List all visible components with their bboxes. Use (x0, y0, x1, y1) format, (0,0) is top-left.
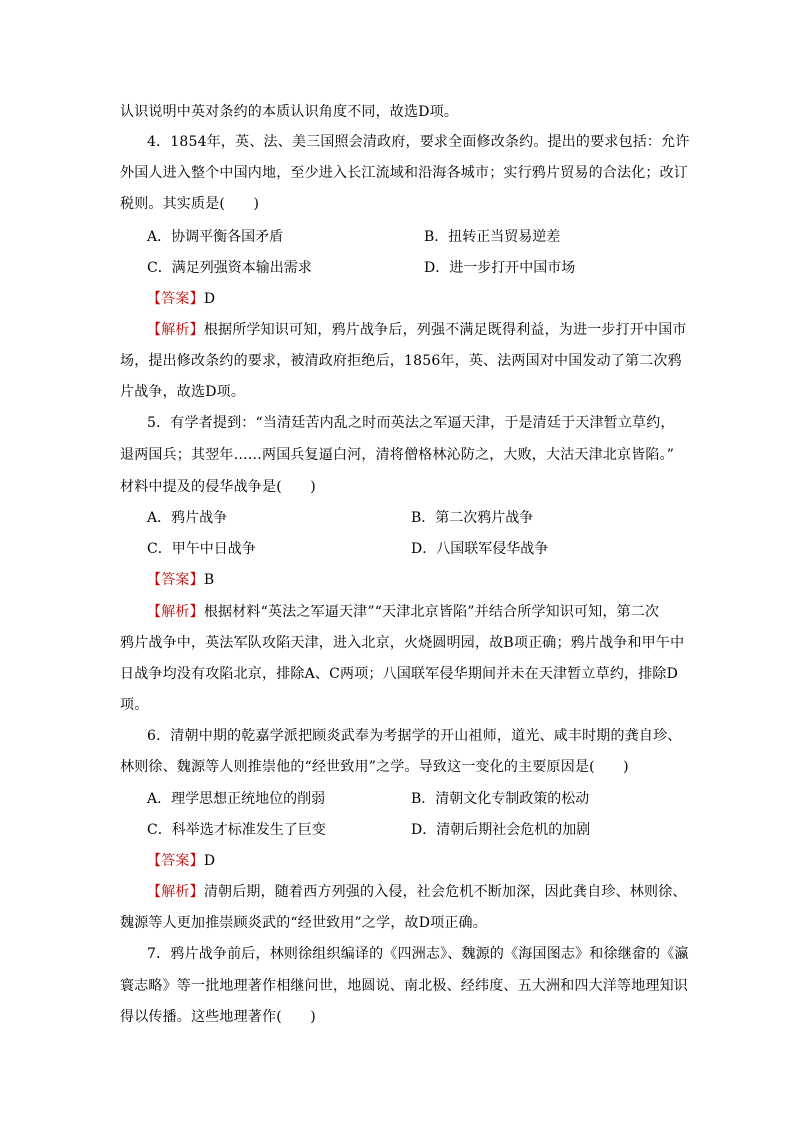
q4-analysis-line-2: 场，提出修改条约的要求，被清政府拒绝后，1856年，英、法两国对中国发动了第二次鸦 (120, 353, 682, 369)
answer-tag: 【答案】 (147, 291, 204, 307)
q5-analysis-line-4: 项。 (120, 697, 149, 713)
q6-answer (147, 852, 215, 870)
q5-stem-line-2: 退两国兵；其翌年……两国兵复逼白河，清将僧格林沁防之，大败，大沽天津北京皆陷。” (120, 447, 675, 463)
q6-analysis-line-1 (147, 883, 687, 901)
q4-stem-line-2: 外国人进入整个中国内地，至少进入长江流域和沿海各城市；实行鸦片贸易的合法化；改订 (120, 165, 688, 181)
analysis-text: 清朝后期，随着西方列强的入侵，社会危机不断加深，因此龚自珍、林则徐、 (203, 884, 687, 900)
q4-answer (147, 290, 215, 308)
q6-option-b: B．清朝文化专制政策的松动 (411, 791, 590, 807)
q5-answer (147, 571, 214, 589)
q6-option-a: A．理学思想正统地位的削弱 (147, 791, 326, 807)
q4-stem-line-1: 4．1854年，英、法、美三国照会清政府，要求全面修改条约。提出的要求包括：允许 (147, 134, 690, 150)
q5-option-d: D．八国联军侵华战争 (411, 541, 549, 557)
q4-analysis-line-1 (147, 321, 687, 339)
q7-stem-line-2: 寰志略》等一批地理著作相继问世，地圆说、南北极、经纬度、五大洲和四大洋等地理知识 (120, 978, 688, 994)
q5-option-a: A．鸦片战争 (147, 510, 228, 526)
answer-value: B (203, 572, 215, 588)
q4-option-b: B．扭转正当贸易逆差 (424, 229, 561, 245)
answer-value: D (203, 853, 216, 869)
q4-option-c: C．满足列强资本输出需求 (147, 260, 312, 276)
q4-option-a: A．协调平衡各国矛盾 (147, 229, 284, 245)
q6-stem-line-2: 林则徐、魏源等人则推崇他的“经世致用”之学。导致这一变化的主要原因是( ) (120, 759, 629, 775)
analysis-text: 根据材料“英法之军逼天津”“天津北京皆陷”并结合所学知识可知，第二次 (203, 604, 660, 620)
q5-analysis-line-1 (147, 603, 659, 621)
q4-analysis-line-3: 片战争，故选D项。 (120, 384, 246, 400)
analysis-tag: 【解析】 (147, 884, 204, 900)
q6-option-d: D．清朝后期社会危机的加剧 (411, 822, 591, 838)
q5-stem-line-1: 5．有学者提到：“当清廷苦内乱之时而英法之军逼天津，于是清廷于天津暂立草约， (147, 415, 675, 431)
analysis-tag: 【解析】 (147, 322, 204, 338)
answer-tag: 【答案】 (147, 572, 204, 588)
q4-option-d: D．进一步打开中国市场 (424, 260, 576, 276)
q5-analysis-line-2: 鸦片战争中，英法军队攻陷天津，进入北京，火烧圆明园，故B项正确；鸦片战争和甲午中 (120, 635, 685, 651)
answer-value: D (203, 291, 216, 307)
q6-stem-line-1: 6．清朝中期的乾嘉学派把顾炎武奉为考据学的开山祖师，道光、咸丰时期的龚自珍、 (147, 728, 682, 744)
carryover-line: 认识说明中英对条约的本质认识角度不同，故选D项。 (120, 104, 459, 120)
q5-option-b: B．第二次鸦片战争 (411, 510, 534, 526)
q7-stem-line-3: 得以传播。这些地理著作( ) (120, 1009, 316, 1025)
q6-analysis-line-2: 魏源等人更加推崇顾炎武的“经世致用”之学，故D项正确。 (120, 915, 487, 931)
q7-stem-line-1: 7．鸦片战争前后，林则徐组织编译的《四洲志》、魏源的《海国图志》和徐继畲的《瀛 (147, 946, 689, 962)
q5-analysis-line-3: 日战争均没有攻陷北京，排除A、C两项；八国联军侵华期间并未在天津暂立草约，排除D (120, 666, 679, 682)
answer-tag: 【答案】 (147, 853, 204, 869)
q4-stem-line-3: 税则。其实质是( ) (120, 196, 260, 212)
q5-option-c: C．甲午中日战争 (147, 541, 256, 557)
q5-stem-line-3: 材料中提及的侵华战争是( ) (120, 479, 316, 495)
q6-option-c: C．科举选才标准发生了巨变 (147, 822, 326, 838)
analysis-text: 根据所学知识可知，鸦片战争后，列强不满足既得利益，为进一步打开中国市 (203, 322, 687, 338)
analysis-tag: 【解析】 (147, 604, 204, 620)
